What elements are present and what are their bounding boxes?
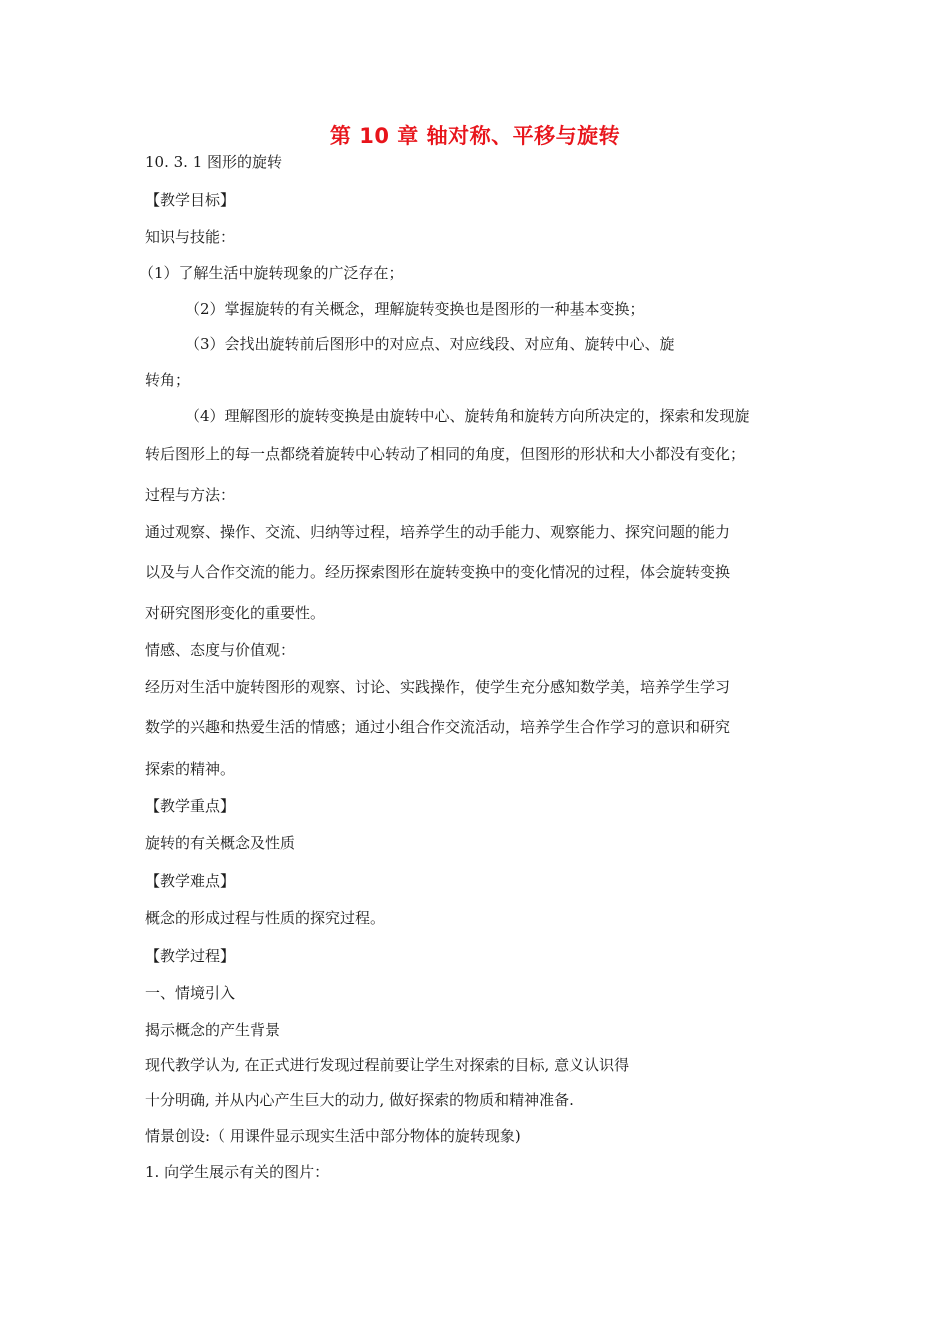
heading-teaching-process: 【教学过程】 bbox=[145, 947, 236, 965]
emotion-paragraph-line-3: 探索的精神。 bbox=[145, 760, 236, 778]
goal-item-2: （2）掌握旋转的有关概念，理解旋转变换也是图形的一种基本变换； bbox=[185, 300, 645, 318]
goal-item-3-cont: 转角； bbox=[145, 371, 191, 389]
background-line-2: 十分明确, 并从内心产生巨大的动力, 做好探索的物质和精神准备. bbox=[145, 1091, 574, 1109]
goal-item-3: （3）会找出旋转前后图形中的对应点、对应线段、对应角、旋转中心、旋 bbox=[185, 335, 675, 353]
process-paragraph-line-3: 对研究图形变化的重要性。 bbox=[145, 604, 326, 622]
background-line-1: 现代教学认为, 在正式进行发现过程前要让学生对探索的目标, 意义认识得 bbox=[145, 1056, 630, 1074]
emotion-paragraph-line-1: 经历对生活中旋转图形的观察、讨论、实践操作，使学生充分感知数学美，培养学生学习 bbox=[145, 678, 731, 696]
heading-teaching-goals: 【教学目标】 bbox=[145, 191, 236, 209]
section-heading: 10. 3. 1 图形的旋转 bbox=[145, 153, 283, 171]
subheading-emotion-values: 情感、态度与价值观： bbox=[145, 641, 296, 659]
key-points-text: 旋转的有关概念及性质 bbox=[145, 834, 296, 852]
goal-item-4-cont: 转后图形上的每一点都绕着旋转中心转动了相同的角度，但图形的形状和大小都没有变化； bbox=[145, 445, 746, 463]
emotion-paragraph-line-2: 数学的兴趣和热爱生活的情感；通过小组合作交流活动，培养学生合作学习的意识和研究 bbox=[145, 718, 731, 736]
subheading-process-method: 过程与方法： bbox=[145, 486, 236, 504]
goal-item-4: （4）理解图形的旋转变换是由旋转中心、旋转角和旋转方向所决定的，探索和发现旋 bbox=[185, 407, 750, 425]
process-step-1-subtitle: 揭示概念的产生背景 bbox=[145, 1021, 281, 1039]
process-paragraph-line-1: 通过观察、操作、交流、归纳等过程，培养学生的动手能力、观察能力、探究问题的能力 bbox=[145, 523, 731, 541]
process-paragraph-line-2: 以及与人合作交流的能力。经历探索图形在旋转变换中的变化情况的过程，体会旋转变换 bbox=[145, 563, 731, 581]
goal-item-1: （1）了解生活中旋转现象的广泛存在； bbox=[139, 264, 404, 282]
difficulties-text: 概念的形成过程与性质的探究过程。 bbox=[145, 909, 386, 927]
chapter-title: 第 10 章 轴对称、平移与旋转 bbox=[329, 124, 621, 148]
scenario-step-1: 1. 向学生展示有关的图片： bbox=[145, 1163, 330, 1181]
heading-difficulties: 【教学难点】 bbox=[145, 872, 236, 890]
subheading-knowledge-skills: 知识与技能： bbox=[145, 228, 236, 246]
heading-key-points: 【教学重点】 bbox=[145, 797, 236, 815]
process-step-1: 一、情境引入 bbox=[145, 984, 236, 1002]
scenario-line: 情景创设:（ 用课件显示现实生活中部分物体的旋转现象) bbox=[145, 1127, 521, 1145]
